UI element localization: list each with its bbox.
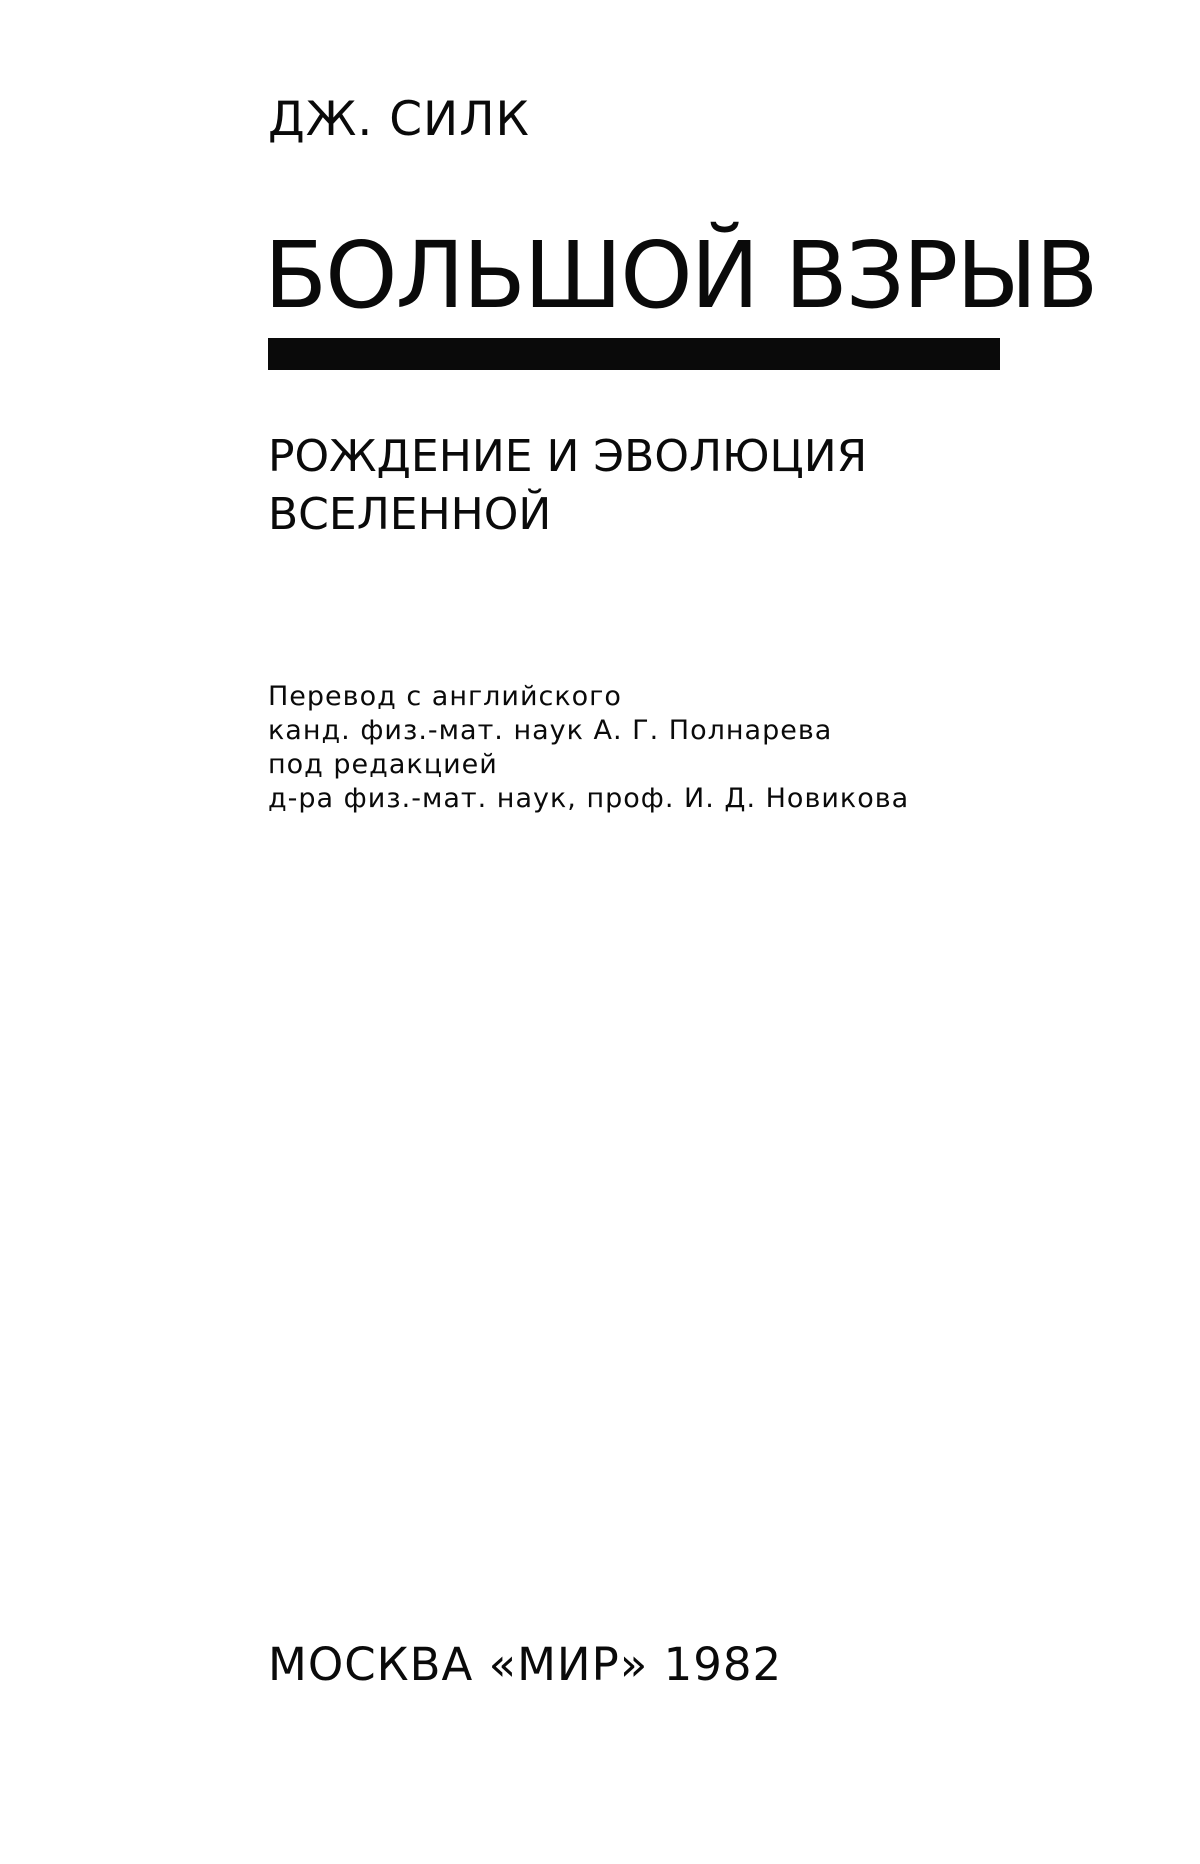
- book-title: БОЛЬШОЙ ВЗРЫВ: [264, 222, 1097, 329]
- book-subtitle: [268, 428, 867, 544]
- credit-line: д-ра физ.-мат. наук, проф. И. Д. Новикова: [268, 783, 910, 814]
- subtitle-line: РОЖДЕНИЕ И ЭВОЛЮЦИЯ: [268, 431, 868, 482]
- subtitle-line: ВСЕЛЕННОЙ: [268, 489, 552, 540]
- credit-line: Перевод с английского: [268, 681, 622, 712]
- translation-credits: [268, 680, 909, 816]
- credit-line: под редакцией: [268, 749, 498, 780]
- credit-line: канд. физ.-мат. наук А. Г. Полнарева: [268, 715, 833, 746]
- author-name: ДЖ. СИЛК: [268, 92, 530, 147]
- title-rule: [268, 338, 1000, 370]
- publisher-imprint: МОСКВА «МИР» 1982: [268, 1638, 783, 1691]
